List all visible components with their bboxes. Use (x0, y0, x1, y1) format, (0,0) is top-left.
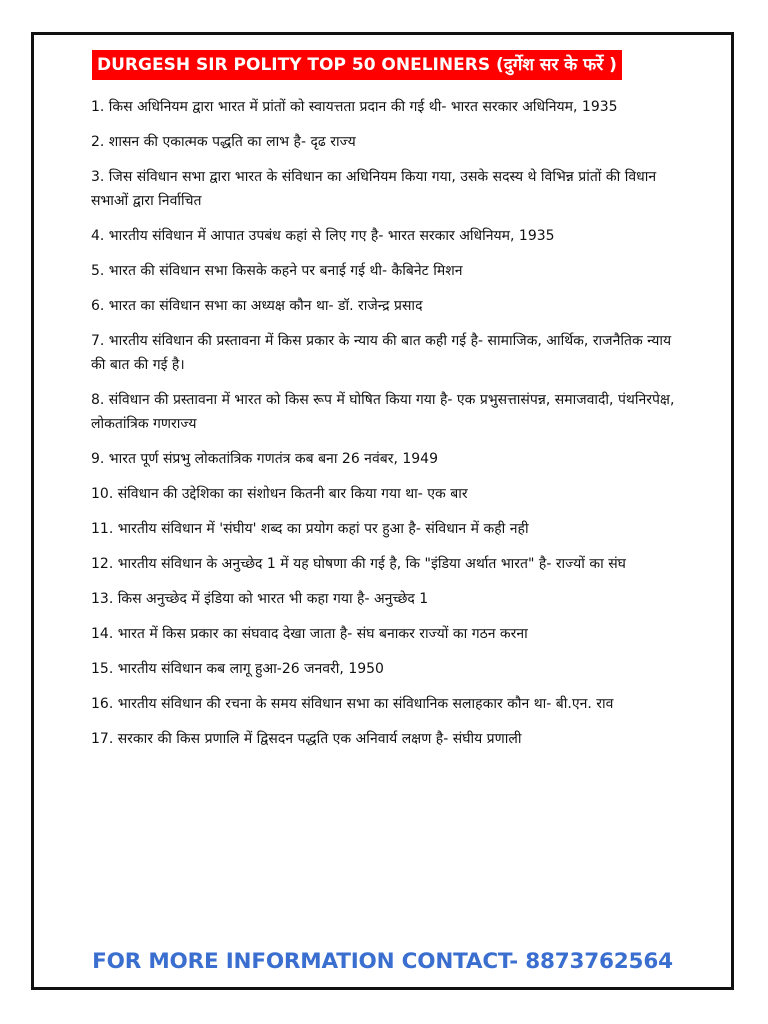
list-item: 4. भारतीय संविधान में आपात उपबंध कहां से लिए गए है- भारत सरकार अधिनियम, 1935 (91, 228, 555, 244)
list-item: 14. भारत में किस प्रकार का संघवाद देखा जाता है- संघ बनाकर राज्यों का गठन करना (91, 626, 528, 642)
list-item: 10. संविधान की उद्देशिका का संशोधन कितनी बार किया गया था- एक बार (91, 486, 468, 502)
contact-footer: FOR MORE INFORMATION CONTACT- 8873762564 (92, 949, 673, 974)
list-item: 17. सरकार की किस प्रणालि में द्विसदन पद्धति एक अनिवार्य लक्षण है- संघीय प्रणाली (91, 731, 522, 747)
list-item: 1. किस अधिनियम द्वारा भारत में प्रांतों को स्वायत्तता प्रदान की गई थी- भारत सरकार अधिनियम, 1935 (91, 99, 618, 115)
list-item: 12. भारतीय संविधान के अनुच्छेद 1 में यह घोषणा की गई है, कि "इंडिया अर्थात भारत" है- राज्यों का संघ (91, 556, 626, 572)
list-item: 8. संविधान की प्रस्तावना में भारत को किस रूप में घोषित किया गया है- एक प्रभुसत्तासंपन्न, समाजवादी, पंथनिरपेक्ष, लोकतांत्रिक गणराज्य (91, 392, 675, 432)
list-item: 3. जिस संविधान सभा द्वारा भारत के संविधान का अधिनियम किया गया, उसके सदस्य थे विभिन्न प्रांतों की विधान सभाओं द्वारा निर्वाचित (91, 169, 657, 209)
list-item: 11. भारतीय संविधान में 'संघीय' शब्द का प्रयोग कहां पर हुआ है- संविधान में कही नही (91, 521, 529, 537)
document-page (31, 32, 734, 990)
list-item: 7. भारतीय संविधान की प्रस्तावना में किस प्रकार के न्याय की बात कही गई है- सामाजिक, आर्थिक, राजनैतिक न्याय की बात की गई है। (91, 333, 672, 373)
list-item: 16. भारतीय संविधान की रचना के समय संविधान सभा का संविधानिक सलाहकार कौन था- बी.एन. राव (91, 696, 614, 712)
list-item: 6. भारत का संविधान सभा का अध्यक्ष कौन था- डॉ. राजेन्द्र प्रसाद (91, 298, 423, 314)
list-item: 15. भारतीय संविधान कब लागू हुआ-26 जनवरी, 1950 (91, 661, 384, 677)
page-title: DURGESH SIR POLITY TOP 50 ONELINERS (दुर्गेश सर के फर्रे ) (92, 50, 622, 80)
oneliner-list (91, 95, 676, 762)
list-item: 9. भारत पूर्ण संप्रभु लोकतांत्रिक गणतंत्र कब बना 26 नवंबर, 1949 (91, 451, 438, 467)
list-item: 5. भारत की संविधान सभा किसके कहने पर बनाई गई थी- कैबिनेट मिशन (91, 263, 463, 279)
list-item: 2. शासन की एकात्मक पद्धति का लाभ है- दृढ राज्य (91, 134, 356, 150)
list-item: 13. किस अनुच्छेद में इंडिया को भारत भी कहा गया है- अनुच्छेद 1 (91, 591, 429, 607)
